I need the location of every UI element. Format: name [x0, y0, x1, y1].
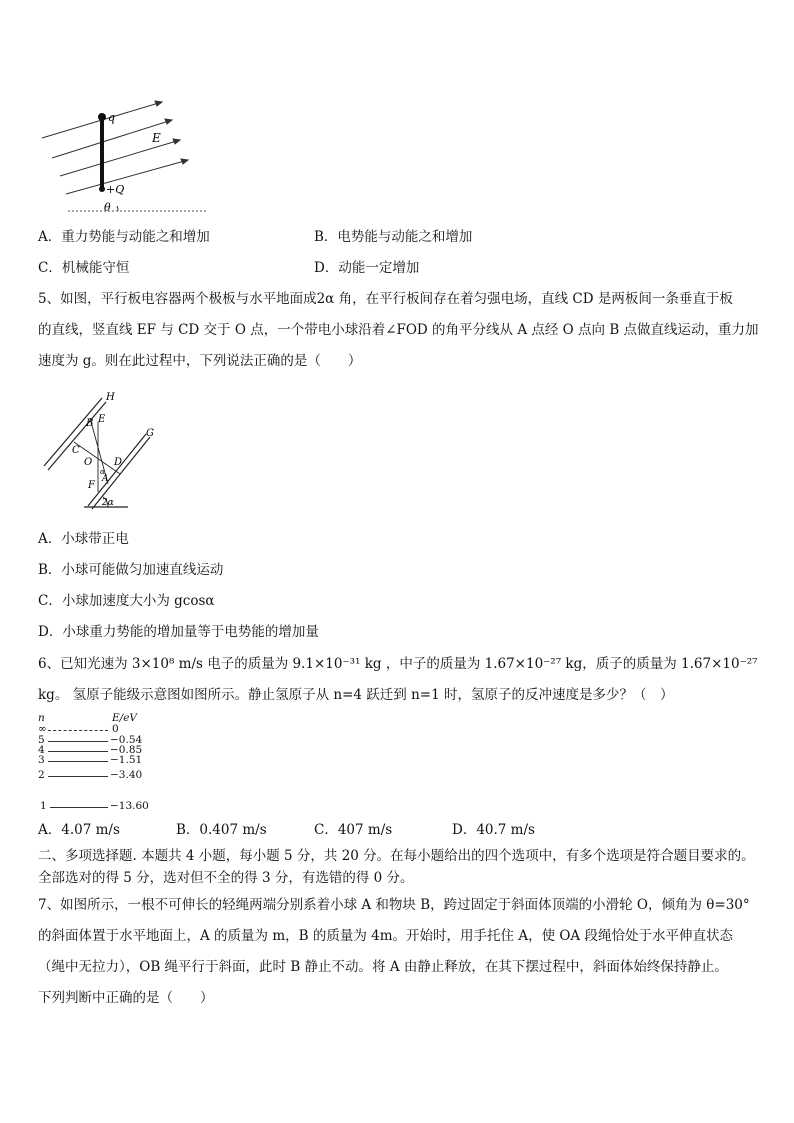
label-B: B	[86, 418, 94, 429]
level-energy: −1.51	[110, 754, 143, 766]
level-n: ∞	[38, 723, 47, 735]
q4-option-d: D．动能一定增加	[314, 260, 420, 276]
level-n: 5	[38, 734, 45, 746]
q7-stem-line-2: 的斜面体置于水平地面上，A 的质量为 m，B 的质量为 4m。开始时，用手托住 A，使 OA 段绳恰处于水平伸直状态	[38, 928, 733, 944]
q5-stem-line-2: 的直线，竖直线 EF 与 CD 交于 O 点，一个带电小球沿着∠FOD 的角平分线从 A 点经 O 点向 B 点做直线运动，重力加	[38, 322, 759, 338]
label-theta: θ	[104, 201, 111, 214]
level-line-2	[48, 776, 108, 777]
q6-option-c: C．407 m/s	[314, 822, 393, 838]
level-line-3	[48, 761, 108, 762]
label-2alpha: 2α	[102, 498, 114, 508]
q6-stem-line-2: kg。 氢原子能级示意图如图所示。静止氢原子从 n=4 跃迁到 n=1 时，氢原子的反冲速度是多少？（ ）	[38, 687, 674, 703]
label-Q: +Q	[106, 183, 125, 196]
label-alpha: α	[100, 468, 105, 476]
level-line-infinity	[48, 730, 108, 731]
column-energy-label: E/eV	[112, 712, 137, 724]
charge-q	[98, 113, 106, 121]
figure-capacitor-plates	[38, 388, 168, 512]
label-F: F	[88, 480, 95, 491]
label-H: H	[106, 392, 115, 403]
field-line	[60, 140, 180, 176]
q6-stem-line-1: 6、已知光速为 3×10⁸ m/s 电子的质量为 9.1×10⁻³¹ kg ，中子的质量为 1.67×10⁻²⁷ kg，质子的质量为 1.67×10⁻²⁷	[38, 656, 758, 672]
level-n: 1	[40, 800, 47, 812]
q5-option-c: C．小球加速度大小为 gcosα	[38, 593, 215, 609]
level-line-4	[48, 751, 108, 752]
q7-stem-line-3: （绳中无拉力），OB 绳平行于斜面，此时 B 静止不动。将 A 由静止释放，在其下摆过程中，斜面体始终保持静止。	[38, 959, 728, 975]
q6-option-b: B．0.407 m/s	[176, 822, 267, 838]
label-D: D	[114, 457, 123, 468]
label-A: A	[102, 474, 109, 484]
charge-Q	[99, 186, 105, 192]
level-n: 3	[38, 754, 45, 766]
q6-option-d: D．40.7 m/s	[452, 822, 535, 838]
section-2-line-1: 二、多项选择题. 本题共 4 小题，每小题 5 分，共 20 分。在每小题给出的四个选项中，有多个选项是符合题目要求的。	[38, 848, 755, 864]
energy-level-diagram	[36, 712, 156, 816]
q7-stem-line-4: 下列判断中正确的是（ ）	[38, 990, 214, 1006]
level-energy: 0	[112, 723, 119, 735]
label-O: O	[84, 457, 93, 468]
level-n: 4	[38, 744, 45, 756]
q5-option-b: B．小球可能做匀加速直线运动	[38, 562, 224, 578]
label-q: q	[108, 111, 116, 124]
q4-option-a: A．重力势能与动能之和增加	[38, 229, 210, 245]
q5-option-a: A．小球带正电	[38, 531, 129, 547]
q6-option-a: A．4.07 m/s	[38, 822, 120, 838]
figure-rod-in-field	[38, 98, 218, 218]
column-n-label: n	[38, 712, 45, 724]
label-G: G	[146, 428, 154, 439]
field-line	[66, 160, 188, 194]
section-2-line-2: 全部选对的得 5 分，选对但不全的得 3 分，有选错的得 0 分。	[38, 870, 414, 886]
level-n: 2	[38, 769, 45, 781]
level-line-1	[50, 807, 108, 808]
level-energy: −3.40	[110, 769, 143, 781]
level-energy: −13.60	[110, 800, 149, 812]
q4-option-c: C．机械能守恒	[38, 260, 130, 276]
plate-right	[88, 434, 146, 506]
level-energy: −0.54	[110, 734, 143, 746]
label-E: E	[152, 131, 161, 145]
plate-left	[48, 402, 106, 470]
label-E: E	[98, 414, 106, 425]
level-energy: −0.85	[110, 744, 143, 756]
q4-option-b: B．电势能与动能之和增加	[314, 229, 473, 245]
q5-stem-line-1: 5、如图，平行板电容器两个极板与水平地面成2α 角，在平行板间存在着匀强电场，直线 CD 是两板间一条垂直于板	[38, 291, 733, 307]
q5-stem-line-3: 速度为 g。则在此过程中，下列说法正确的是（ ）	[38, 353, 362, 369]
q7-stem-line-1: 7、如图所示，一根不可伸长的轻绳两端分别系着小球 A 和物块 B，跨过固定于斜面体顶端的小滑轮 O，倾角为 θ=30°	[38, 897, 750, 913]
label-C: C	[72, 445, 80, 456]
level-line-5	[48, 741, 108, 742]
q5-option-d: D．小球重力势能的增加量等于电势能的增加量	[38, 624, 319, 640]
theta-arc	[117, 206, 118, 211]
